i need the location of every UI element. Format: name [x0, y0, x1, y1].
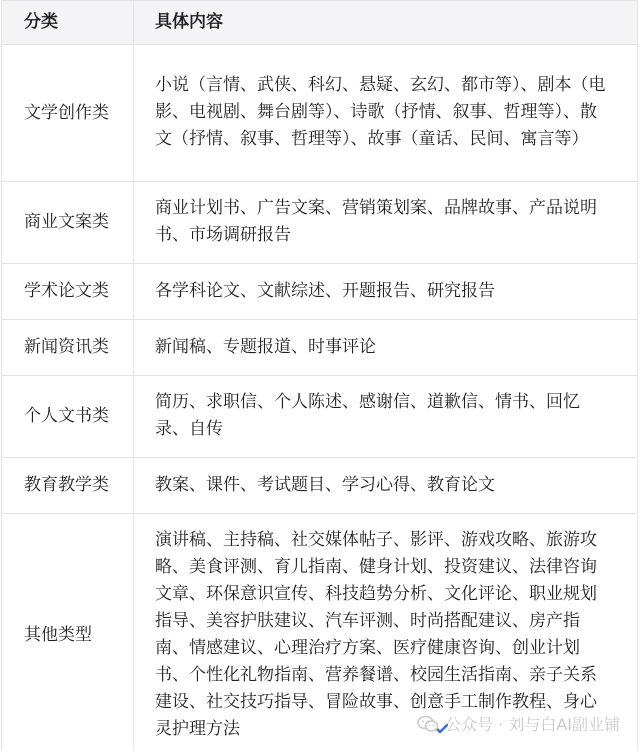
table-row	[2, 458, 638, 514]
watermark-text: 公众号 · 刘与白AI副业铺	[445, 715, 620, 734]
row-content: 商业计划书、广告文案、营销策划案、品牌故事、产品说明书、市场调研报告	[134, 182, 638, 264]
table-body	[2, 45, 638, 751]
row-category: 文学创作类	[2, 45, 134, 182]
row-category: 学术论文类	[2, 264, 134, 320]
header-category: 分类	[2, 1, 134, 45]
table-row	[2, 182, 638, 264]
table-header	[2, 1, 638, 45]
category-table	[1, 0, 638, 751]
row-content: 新闻稿、专题报道、时事评论	[134, 320, 638, 376]
row-content: 各学科论文、文献综述、开题报告、研究报告	[134, 264, 638, 320]
table-row	[2, 264, 638, 320]
row-content: 简历、求职信、个人陈述、感谢信、道歉信、情书、回忆录、自传	[134, 376, 638, 458]
watermark	[417, 712, 620, 735]
row-category: 教育教学类	[2, 458, 134, 514]
header-content: 具体内容	[134, 1, 638, 45]
row-content: 小说（言情、武侠、科幻、悬疑、玄幻、都市等）、剧本（电影、电视剧、舞台剧等）、诗歌（抒情、叙事、哲理等）、散文（抒情、叙事、哲理等）、故事（童话、民间、寓言等）	[134, 45, 638, 182]
row-category: 其他类型	[2, 514, 134, 751]
table-row	[2, 320, 638, 376]
row-category: 商业文案类	[2, 182, 134, 264]
table-row	[2, 376, 638, 458]
row-category: 个人文书类	[2, 376, 134, 458]
wechat-icon	[417, 715, 439, 733]
row-content: 教案、课件、考试题目、学习心得、教育论文	[134, 458, 638, 514]
table-row	[2, 45, 638, 182]
table-header-row	[2, 1, 638, 45]
row-category: 新闻资讯类	[2, 320, 134, 376]
row-content: 演讲稿、主持稿、社交媒体帖子、影评、游戏攻略、旅游攻略、美食评测、育儿指南、健身计划、投资建议、法律咨询文章、环保意识宣传、科技趋势分析、文化评论、职业规划指导、美容护肤建议、汽车评测、时尚搭配建议、房产指南、情感建议、心理治疗方案、医疗健康咨询、创业计划书、个性化礼物指南、营养餐谱、校园生活指南、亲子关系建设、社交技巧指导、冒险故事、创意手工制作教程、身心灵护理方法	[134, 514, 638, 751]
